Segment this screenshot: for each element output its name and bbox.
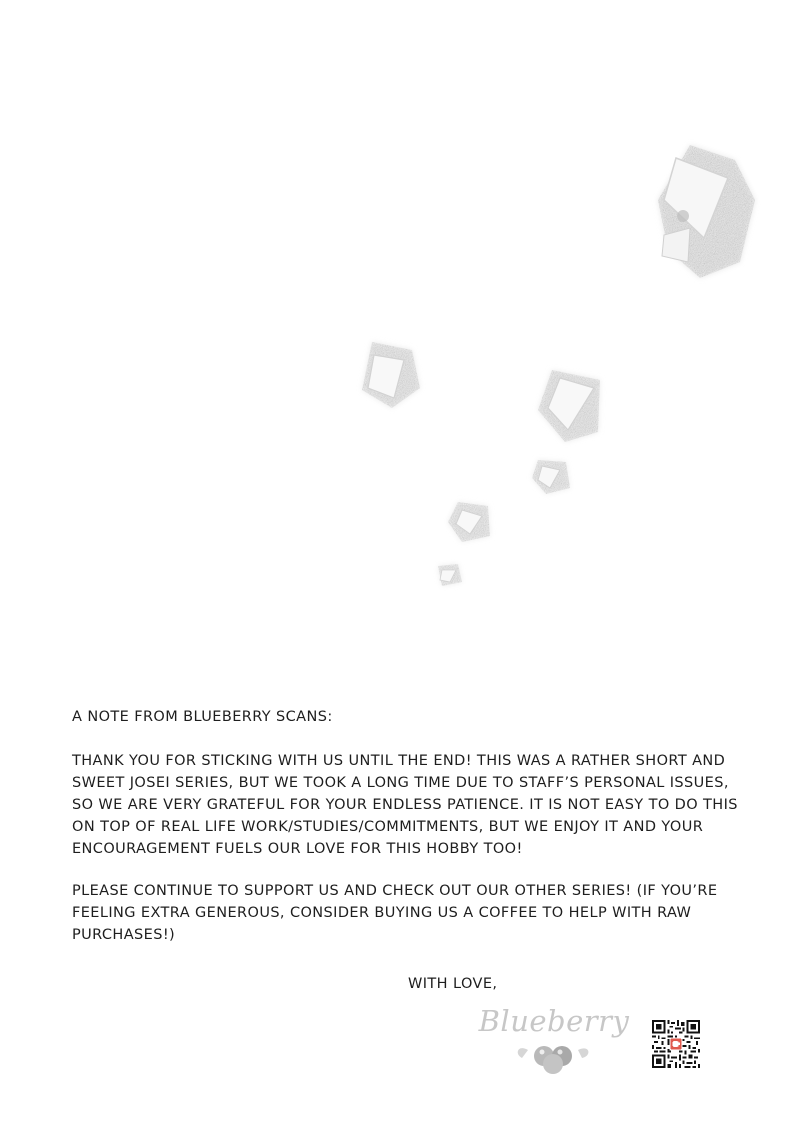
note-paragraph-support: PLEASE CONTINUE TO SUPPORT US AND CHECK OUT OUR OTHER SERIES! (IF YOU’RE FEELING EXTRA GENEROUS, CONSIDER BUYING US A COFFEE TO HELP WITH RAW PURCHASES!): [72, 883, 718, 943]
signoff-text: WITH LOVE,: [408, 976, 498, 992]
note-paragraph-thanks: THANK YOU FOR STICKING WITH US UNTIL THE END! THIS WAS A RATHER SHORT AND SWEET JOSEI SERIES, BUT WE TOOK A LONG TIME DUE TO STAFF’S PERSONAL ISSUES, SO WE ARE VERY GRATEFUL FOR YOUR ENDLESS PATIENCE. IT IS NOT EASY TO DO THIS ON TOP OF REAL LIFE WORK/STUDIES/COMMITMENTS, BUT WE ENJOY IT AND YOUR ENCOURAGEMENT FUELS OUR LOVE FOR THIS HOBBY TOO!: [72, 753, 738, 857]
logo-wordmark: Blueberry: [478, 1004, 630, 1038]
blueberry-cluster-icon: [478, 1004, 630, 1076]
qr-code-icon[interactable]: [652, 1020, 700, 1068]
blueberry-logo: [478, 1004, 630, 1076]
shard-large-dot: [677, 210, 689, 222]
coffee-cup-icon: [669, 1037, 682, 1050]
note-heading: A NOTE FROM BLUEBERRY SCANS:: [72, 709, 333, 725]
translator-note: [72, 706, 752, 966]
